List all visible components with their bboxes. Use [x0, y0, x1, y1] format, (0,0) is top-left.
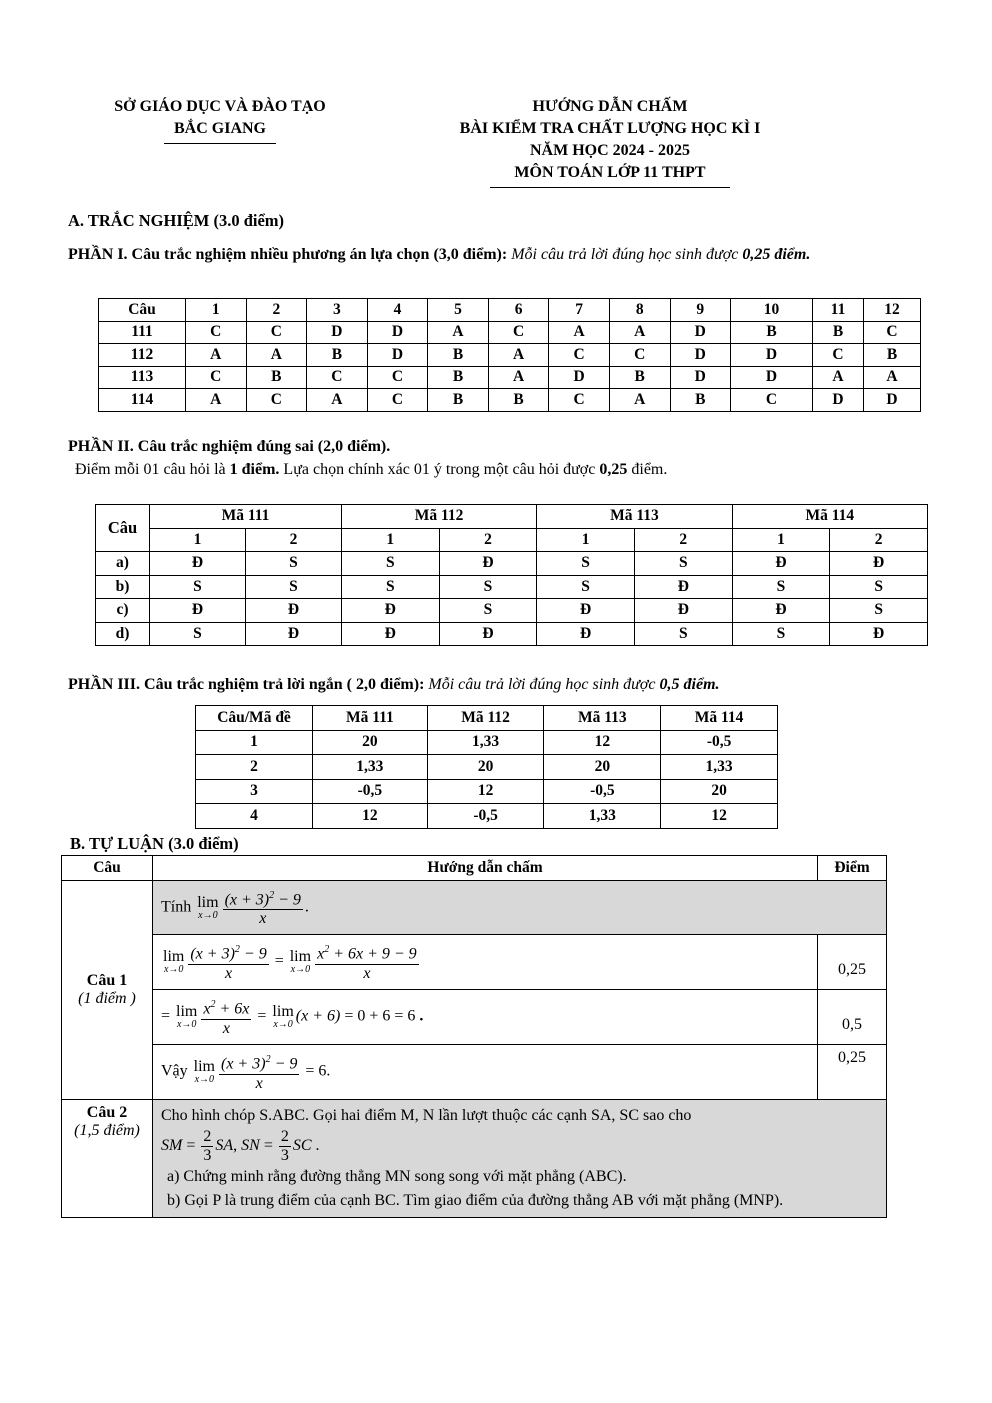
table-cell: 112	[99, 344, 186, 367]
table-cell: C	[731, 389, 813, 412]
table-cell: D	[670, 321, 731, 344]
q2-part-b: b) Gọi P là trung điểm của cạnh BC. Tìm giao điểm của đường thẳng AB với mặt phẳng (MNP).	[167, 1192, 784, 1209]
table-row	[196, 730, 778, 755]
table-row	[196, 755, 778, 780]
table-cell: 1	[341, 528, 439, 552]
table-cell: 12	[313, 804, 428, 829]
header-left	[90, 96, 350, 144]
table-cell: 2	[196, 755, 313, 780]
table-cell: 1,33	[661, 755, 778, 780]
part1-desc: Mỗi câu trả lời đúng học sinh được	[507, 246, 743, 263]
table-cell: 8	[609, 299, 670, 322]
part3-desc: Mỗi câu trả lời đúng học sinh được	[424, 676, 660, 693]
table-cell: Đ	[439, 552, 537, 576]
table-cell: 10	[731, 299, 813, 322]
table-row	[99, 344, 921, 367]
table-cell: C	[488, 321, 549, 344]
table-cell: -0,5	[427, 804, 544, 829]
part2-title: PHẦN II. Câu trắc nghiệm đúng sai (2,0 điểm).	[68, 438, 391, 455]
table-cell: S	[537, 552, 635, 576]
table-cell: B	[307, 344, 368, 367]
table-row	[62, 935, 887, 990]
table-cell: B	[246, 366, 307, 389]
table-cell: 20	[661, 779, 778, 804]
solution-step: lim x→0 $\frac{(x + 3)^2 - 9}{x}$ = lim x→0 $\frac{x^2 + 6x + 9 - 9}{x}$	[153, 935, 818, 990]
table-cell: Mã 113	[537, 505, 732, 529]
table-cell: Đ	[634, 575, 732, 599]
school-year: NĂM HỌC 2024 - 2025	[530, 142, 690, 159]
table-cell: Câu	[99, 299, 186, 322]
question-prompt: Tính lim x→0 $\frac{(x + 3)^2 - 9}{x}$ .	[153, 881, 887, 935]
table-cell: S	[830, 599, 928, 623]
table-cell: Mã 111	[150, 505, 342, 529]
table-cell: 3	[196, 779, 313, 804]
table-cell: 1	[196, 730, 313, 755]
part3-title: PHẦN III. Câu trắc nghiệm trả lời ngắn ( 2,0 điểm):	[68, 676, 425, 693]
table-cell: Mã 114	[661, 706, 778, 731]
table-cell: c)	[96, 599, 150, 623]
table-cell: 12	[661, 804, 778, 829]
solution-step: = lim x→0 $\frac{x^2 + 6x}{x}$ = lim x→0 (x + 6) = 0 + 6 = 6 .	[153, 990, 818, 1045]
table-cell: D	[670, 344, 731, 367]
table-cell: A	[186, 344, 247, 367]
table-header-row	[196, 706, 778, 731]
table-row	[99, 321, 921, 344]
table-cell: C	[246, 321, 307, 344]
table-cell: -0,5	[313, 779, 428, 804]
table-row	[96, 552, 928, 576]
step-points: 0,25	[818, 935, 887, 990]
table-cell: A	[488, 344, 549, 367]
table-cell: Đ	[245, 599, 341, 623]
table-cell: B	[670, 389, 731, 412]
province-name: BẮC GIANG	[173, 120, 266, 137]
table-row	[96, 575, 928, 599]
table-cell: C	[307, 366, 368, 389]
step-result: = 0 + 6 = 6	[344, 1007, 416, 1025]
solution-step: Vậy lim x→0 $\frac{(x + 3)^2 - 9}{x}$ = 6.	[153, 1045, 818, 1100]
table-cell: D	[731, 344, 813, 367]
step-points: 0,5	[818, 990, 887, 1045]
table-cell: Đ	[439, 622, 537, 646]
part2-text: Điểm mỗi 01 câu hỏi là	[75, 461, 230, 478]
prompt-text: Tính	[161, 898, 192, 916]
table-cell: S	[150, 622, 246, 646]
part3-instruction	[68, 674, 908, 696]
table-cell: Câu/Mã đề	[196, 706, 313, 731]
table-cell: A	[488, 366, 549, 389]
table-cell: 20	[544, 755, 661, 780]
table-cell: S	[245, 552, 341, 576]
part2-points-question: 1 điểm.	[229, 461, 280, 478]
part1-instruction	[68, 244, 908, 266]
question-points: (1 điểm )	[78, 990, 136, 1007]
table-cell: C	[367, 366, 428, 389]
table-cell: S	[634, 622, 732, 646]
table-subheader-row	[96, 528, 928, 552]
question-cell	[62, 881, 153, 1100]
table-header-row	[62, 856, 887, 881]
part1-points: 0,25 điểm.	[742, 246, 811, 263]
table-cell: 4	[196, 804, 313, 829]
table-cell: 4	[367, 299, 428, 322]
table-cell: D	[549, 366, 610, 389]
table-cell: 9	[670, 299, 731, 322]
table-cell: D	[731, 366, 813, 389]
table-row	[62, 881, 887, 935]
question-label: Câu 2	[86, 1104, 128, 1121]
table-cell: C	[186, 321, 247, 344]
table-cell: 20	[427, 755, 544, 780]
table-cell: Đ	[245, 622, 341, 646]
table-cell: C	[367, 389, 428, 412]
table-row	[99, 366, 921, 389]
q2-text: Cho hình chóp S.ABC. Gọi hai điểm M, N lần lượt thuộc các cạnh SA, SC sao cho	[161, 1107, 692, 1124]
table-cell: 12	[544, 730, 661, 755]
table-cell: -0,5	[544, 779, 661, 804]
limit-symbol: lim x→0	[197, 893, 219, 921]
table-cell: Mã 112	[341, 505, 536, 529]
table-cell: 2	[245, 528, 341, 552]
table-cell: 1,33	[427, 730, 544, 755]
question-points: (1,5 điểm)	[74, 1122, 140, 1139]
table-cell: A	[609, 321, 670, 344]
section-a-title: A. TRẮC NGHIỆM (3.0 điểm)	[68, 211, 285, 230]
table-cell: Đ	[732, 552, 830, 576]
department-name: SỞ GIÁO DỤC VÀ ĐÀO TẠO	[114, 98, 326, 115]
table-cell: C	[186, 366, 247, 389]
table-cell: D	[367, 344, 428, 367]
table-cell: D	[864, 389, 921, 412]
table-cell: S	[245, 575, 341, 599]
table-cell: C	[549, 389, 610, 412]
table-cell: Mã 114	[732, 505, 927, 529]
table-row	[96, 622, 928, 646]
table-cell: S	[341, 552, 439, 576]
part1-title: PHẦN I. Câu trắc nghiệm nhiều phương án lựa chọn (3,0 điểm):	[68, 246, 508, 263]
table-row	[96, 599, 928, 623]
conclusion-prefix: Vậy	[161, 1062, 188, 1080]
table-cell: Đ	[537, 622, 635, 646]
table-row	[196, 804, 778, 829]
table-cell: C	[246, 389, 307, 412]
section-b-title: B. TỰ LUẬN (3.0 điểm)	[70, 834, 239, 853]
table-cell: B	[864, 344, 921, 367]
table-cell: S	[537, 575, 635, 599]
table-cell: S	[439, 599, 537, 623]
q2-ratio: SM = $\frac{2}{3}$ SA, SN = $\frac{2}{3}$ SC .	[161, 1128, 320, 1164]
table-row	[62, 1045, 887, 1100]
table-cell: b)	[96, 575, 150, 599]
table-cell: Đ	[732, 599, 830, 623]
table-cell: Đ	[150, 599, 246, 623]
table-cell: 12	[864, 299, 921, 322]
table-cell: A	[186, 389, 247, 412]
step-points: 0,25	[818, 1045, 887, 1100]
table-cell: S	[341, 575, 439, 599]
conclusion-result: = 6.	[305, 1062, 331, 1080]
table-cell: 2	[634, 528, 732, 552]
question-prompt	[153, 1100, 887, 1218]
table-row	[62, 990, 887, 1045]
table-cell: C	[813, 344, 864, 367]
question-label: Câu 1	[86, 972, 128, 989]
essay-grading-table	[61, 855, 887, 1218]
table-cell: Đ	[830, 552, 928, 576]
table-cell: 114	[99, 389, 186, 412]
table-cell: 1	[150, 528, 246, 552]
table-header-row	[99, 299, 921, 322]
table-cell: 5	[428, 299, 489, 322]
table-cell: Đ	[150, 552, 246, 576]
table-cell: 1	[732, 528, 830, 552]
table-cell: 113	[99, 366, 186, 389]
part2-text: Lựa chọn chính xác 01 ý trong một câu hỏi được	[279, 461, 600, 478]
table-cell: a)	[96, 552, 150, 576]
table-cell: B	[488, 389, 549, 412]
subject: MÔN TOÁN LỚP 11 THPT	[514, 164, 706, 181]
table-cell: 111	[99, 321, 186, 344]
question-cell	[62, 1100, 153, 1218]
table-cell: D	[813, 389, 864, 412]
table-cell: 1,33	[313, 755, 428, 780]
table-cell: C	[609, 344, 670, 367]
table-cell: 7	[549, 299, 610, 322]
table-cell: C	[549, 344, 610, 367]
header-right	[410, 96, 810, 188]
table-cell: Đ	[830, 622, 928, 646]
table-cell: Đ	[634, 599, 732, 623]
part3-points: 0,5 điểm.	[659, 676, 720, 693]
table-cell: S	[439, 575, 537, 599]
table-cell: A	[549, 321, 610, 344]
table-cell: B	[428, 366, 489, 389]
table-cell: Đ	[341, 599, 439, 623]
table-cell: Điểm	[818, 856, 887, 881]
table-cell: D	[307, 321, 368, 344]
divider	[490, 187, 730, 188]
table-cell: A	[428, 321, 489, 344]
table-cell: 1	[186, 299, 247, 322]
table-cell: A	[864, 366, 921, 389]
table-cell: 1,33	[544, 804, 661, 829]
table-cell: Câu	[96, 505, 150, 552]
table-cell: B	[813, 321, 864, 344]
table-cell: A	[307, 389, 368, 412]
table-cell: A	[246, 344, 307, 367]
fraction: $\frac{(x + 3)^2 - 9}{x}$	[223, 887, 303, 928]
table-cell: B	[428, 389, 489, 412]
part2-instruction	[75, 459, 915, 481]
table-row	[196, 779, 778, 804]
table-cell: S	[634, 552, 732, 576]
q2-part-a: a) Chứng minh rằng đường thẳng MN song song với mặt phẳng (ABC).	[167, 1168, 627, 1185]
table-cell: D	[670, 366, 731, 389]
table-cell: 3	[307, 299, 368, 322]
table-cell: Mã 112	[427, 706, 544, 731]
table-cell: S	[732, 622, 830, 646]
table-cell: Câu	[62, 856, 153, 881]
table-cell: 2	[246, 299, 307, 322]
table-cell: S	[732, 575, 830, 599]
table-row	[99, 389, 921, 412]
part2-points-option: 0,25	[599, 461, 628, 478]
part2-text: điểm.	[627, 461, 668, 478]
table-cell: D	[367, 321, 428, 344]
table-cell: d)	[96, 622, 150, 646]
table-cell: C	[864, 321, 921, 344]
table-cell: 12	[427, 779, 544, 804]
table-cell: Mã 113	[544, 706, 661, 731]
table-cell: B	[609, 366, 670, 389]
table-cell: A	[609, 389, 670, 412]
table-cell: Đ	[341, 622, 439, 646]
table-cell: S	[830, 575, 928, 599]
table-cell: 1	[537, 528, 635, 552]
table-header-row	[96, 505, 928, 529]
table-cell: Mã 111	[313, 706, 428, 731]
doc-title: HƯỚNG DẪN CHẤM	[532, 98, 688, 115]
part2-answer-table	[95, 504, 928, 646]
table-cell: 11	[813, 299, 864, 322]
table-row	[62, 1100, 887, 1218]
table-cell: Đ	[537, 599, 635, 623]
table-cell: A	[813, 366, 864, 389]
table-cell: 6	[488, 299, 549, 322]
part1-answer-table	[98, 298, 921, 412]
table-cell: 2	[830, 528, 928, 552]
table-cell: B	[428, 344, 489, 367]
exam-title: BÀI KIỂM TRA CHẤT LƯỢNG HỌC KÌ I	[459, 120, 761, 137]
table-cell: 20	[313, 730, 428, 755]
divider	[164, 143, 276, 144]
table-cell: 2	[439, 528, 537, 552]
table-cell: -0,5	[661, 730, 778, 755]
table-cell: Hướng dẫn chấm	[153, 856, 818, 881]
table-cell: B	[731, 321, 813, 344]
table-cell: S	[150, 575, 246, 599]
part3-answer-table	[195, 705, 778, 829]
